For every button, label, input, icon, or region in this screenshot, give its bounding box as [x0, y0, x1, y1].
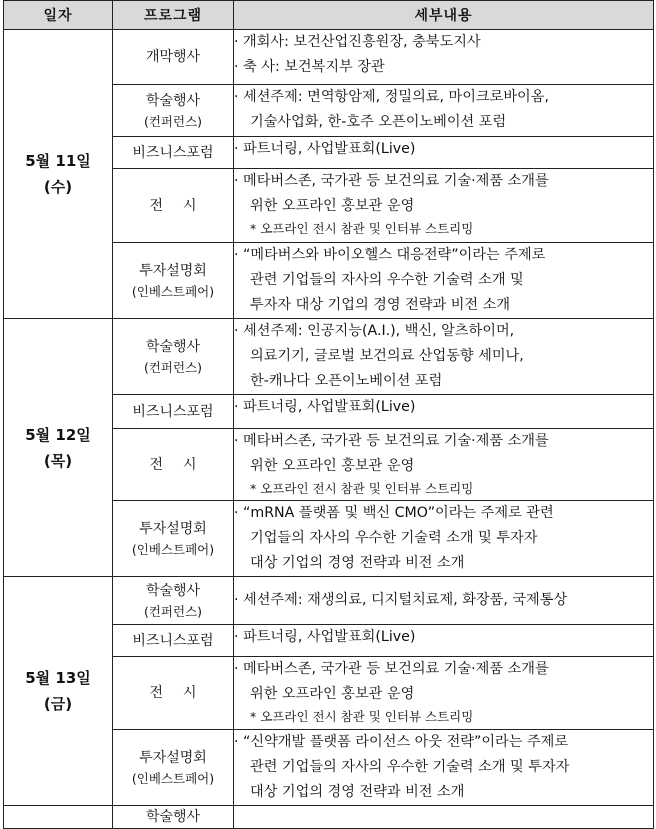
program-cell: [113, 169, 234, 243]
program-cell: [113, 395, 234, 429]
program-cell: [113, 137, 234, 169]
detail-line: · 세션주제: 면역항암제, 정밀의료, 마이크로바이옴,: [234, 89, 549, 105]
detail-line: 의료기기, 글로벌 보건의료 산업동향 세미나,: [250, 348, 524, 364]
program-label: 투자설명회: [139, 749, 207, 766]
program-label: 비즈니스포럼: [132, 144, 214, 161]
details-cell: [234, 730, 654, 806]
detail-line: · 메타버스존, 국가관 등 보건의료 기술·제품 소개를: [234, 173, 549, 189]
details-cell: [234, 85, 654, 137]
program-label: 학술행사: [145, 582, 201, 599]
program-sublabel: (컨퍼런스): [143, 359, 203, 375]
program-cell: [113, 85, 234, 137]
program-label: 전시: [149, 685, 217, 701]
table-row: [4, 319, 654, 395]
detail-line: · 개회사: 보건산업진흥원장, 충북도지사: [234, 34, 481, 50]
program-label: 투자설명회: [139, 520, 207, 537]
details-cell: [234, 577, 654, 625]
detail-note: * 오프라인 전시 참관 및 인터뷰 스트리밍: [250, 481, 474, 496]
program-label: 개막행사: [145, 49, 201, 65]
program-label: 비즈니스포럼: [132, 632, 214, 649]
program-cell: [113, 806, 234, 829]
program-label: 학술행사: [145, 338, 201, 355]
detail-line: 대상 기업의 경영 전략과 비전 소개: [250, 784, 465, 800]
details-cell: [234, 137, 654, 169]
detail-line: 기술사업화, 한-호주 오픈이노베이션 포럼: [250, 114, 507, 130]
date-label: 5월 11일: [25, 152, 91, 170]
program-cell: [113, 577, 234, 625]
detail-line: · 파트너링, 사업발표회(Live): [234, 399, 416, 415]
details-cell: [234, 169, 654, 243]
table-row: [4, 30, 654, 85]
program-sublabel: (컨퍼런스): [143, 603, 203, 619]
detail-line: 투자자 대상 기업의 경영 전략과 비전 소개: [250, 297, 511, 313]
detail-line: 위한 오프라인 홍보관 운영: [250, 686, 415, 702]
program-label: 비즈니스포럼: [132, 403, 214, 420]
detail-line: · 축 사: 보건복지부 장관: [234, 59, 385, 75]
detail-line: · 파트너링, 사업발표회(Live): [234, 141, 416, 157]
detail-line: · 세션주제: 인공지능(A.I.), 백신, 알츠하이머,: [234, 323, 515, 339]
program-sublabel: (컨퍼런스): [143, 113, 203, 129]
details-cell: [234, 625, 654, 657]
detail-note: * 오프라인 전시 참관 및 인터뷰 스트리밍: [250, 221, 474, 236]
details-cell: [234, 243, 654, 319]
detail-line: 관련 기업들의 자사의 우수한 기술력 소개 및: [250, 272, 524, 288]
program-label: 전시: [149, 197, 217, 214]
program-sublabel: (인베스트페어): [131, 283, 215, 299]
date-label: 5월 13일: [25, 669, 91, 687]
detail-line: 위한 오프라인 홍보관 운영: [250, 198, 415, 214]
table-row: [4, 577, 654, 625]
details-cell: [234, 429, 654, 501]
date-cell: [4, 577, 113, 806]
program-cell: [113, 625, 234, 657]
details-cell: [234, 395, 654, 429]
detail-line: · “메타버스와 바이오헬스 대응전략”이라는 주제로: [234, 247, 546, 263]
weekday-label: (금): [43, 695, 73, 713]
header-date: 일자: [4, 1, 113, 30]
program-cell: [113, 730, 234, 806]
weekday-label: (목): [43, 451, 73, 470]
program-cell: [113, 657, 234, 730]
date-cell: [4, 30, 113, 319]
details-cell: [234, 30, 654, 85]
detail-line: · “mRNA 플랫폼 및 백신 CMO”이라는 주제로 관련: [234, 505, 554, 521]
detail-line: · 메타버스존, 국가관 등 보건의료 기술·제품 소개를: [234, 433, 549, 449]
date-cell: [4, 806, 113, 829]
detail-line: 대상 기업의 경영 전략과 비전 소개: [250, 555, 465, 571]
details-cell: [234, 806, 654, 829]
detail-line: · 파트너링, 사업발표회(Live): [234, 629, 416, 645]
detail-line: 기업들의 자사의 우수한 기술력 소개 및 투자자: [250, 530, 538, 546]
program-label: 학술행사: [145, 809, 201, 825]
schedule-table: [3, 0, 654, 829]
program-label: 투자설명회: [139, 262, 207, 279]
details-cell: [234, 319, 654, 395]
program-cell: [113, 30, 234, 85]
detail-line: · 메타버스존, 국가관 등 보건의료 기술·제품 소개를: [234, 661, 549, 677]
date-cell: [4, 319, 113, 577]
program-label: 전시: [149, 456, 217, 473]
program-sublabel: (인베스트페어): [131, 770, 215, 786]
header-row: [4, 1, 654, 30]
weekday-label: (수): [43, 178, 73, 196]
detail-line: 위한 오프라인 홍보관 운영: [250, 458, 415, 474]
program-cell: [113, 319, 234, 395]
program-cell: [113, 243, 234, 319]
details-cell: [234, 501, 654, 577]
program-sublabel: (인베스트페어): [131, 541, 215, 557]
detail-line: 관련 기업들의 자사의 우수한 기술력 소개 및 투자자: [250, 759, 570, 775]
table-row: [4, 806, 654, 829]
program-cell: [113, 429, 234, 501]
program-cell: [113, 501, 234, 577]
header-details: 세부내용: [234, 1, 654, 30]
date-label: 5월 12일: [25, 425, 91, 444]
header-program: 프로그램: [113, 1, 234, 30]
detail-line: 한-캐나다 오픈이노베이션 포럼: [250, 373, 443, 389]
program-label: 학술행사: [145, 92, 201, 109]
detail-line: · 세션주제: 재생의료, 디지털치료제, 화장품, 국제통상: [234, 592, 568, 608]
details-cell: [234, 657, 654, 730]
detail-line: · “신약개발 플랫폼 라이선스 아웃 전략”이라는 주제로: [234, 734, 569, 750]
detail-note: * 오프라인 전시 참관 및 인터뷰 스트리밍: [250, 709, 474, 724]
